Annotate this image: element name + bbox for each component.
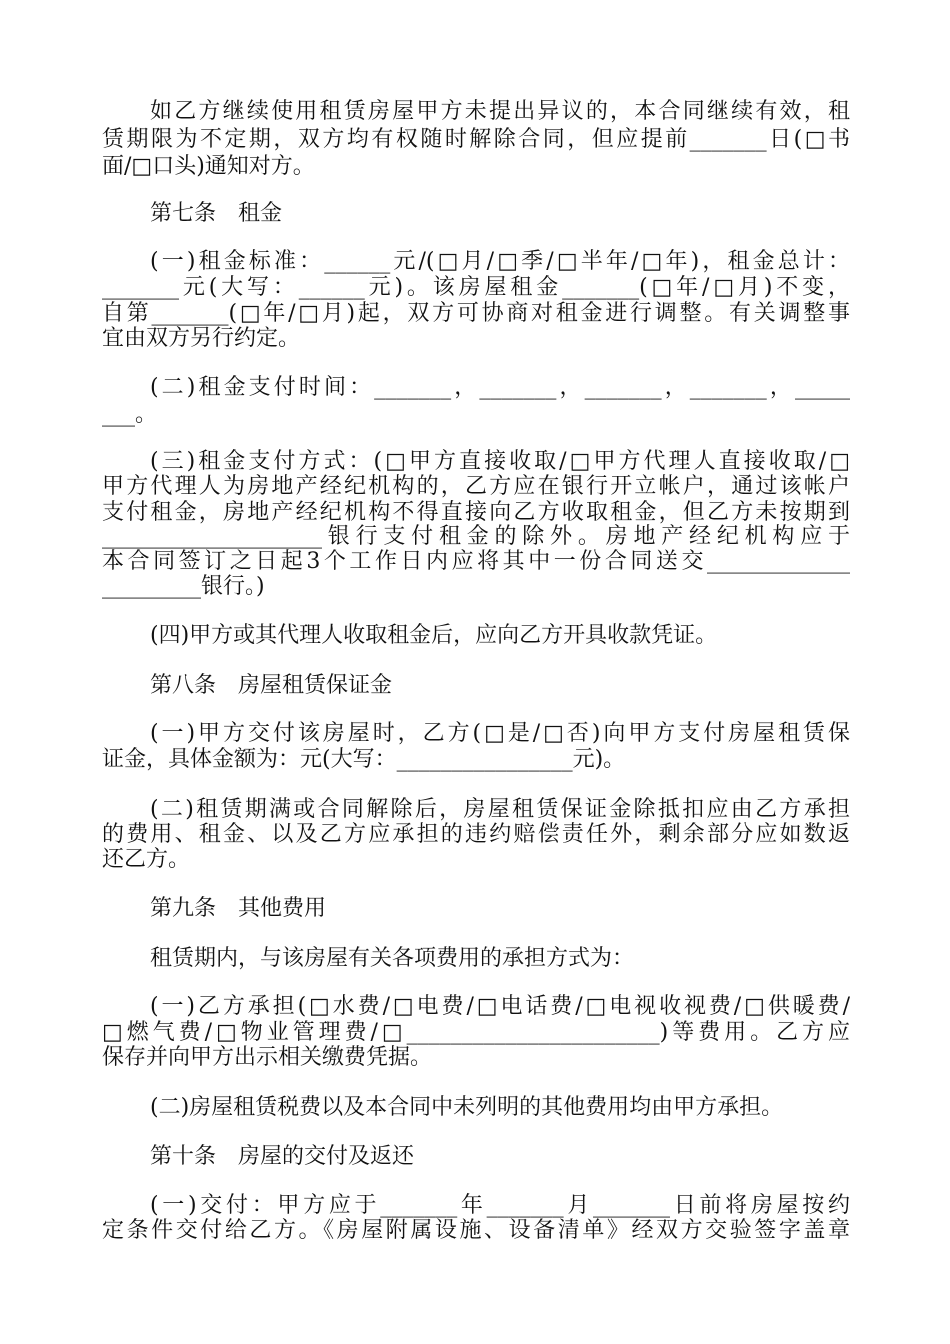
text-line: 证金，具体金额为：元(大写：________________元)。 [102,747,626,772]
text-line: 的费用、租金、以及乙方应承担的违约赔偿责任外，剩余部分应如数返 [102,822,850,847]
text-line: (二)房屋租赁税费以及本合同中未列明的其他费用均由甲方承担。 [150,1095,784,1120]
text-line: 甲方代理人为房地产经纪机构的，乙方应在银行开立帐户，通过该帐户 [102,474,850,499]
text-line: □燃气费/□物业管理费/□_______________________)等费用。乙方应 [102,1020,850,1045]
text-line: 本合同签订之日起3个工作日内应将其中一份合同送交_____________ [102,549,850,574]
section-heading: 第十条 房屋的交付及返还 [150,1144,415,1169]
text-line: (一)乙方承担(□水费/□电费/□电话费/□电视收视费/□供暖费/ [150,994,850,1019]
text-line: ____________________银行支付租金的除外。房地产经纪机构应于 [102,524,850,549]
section-heading: 第八条 房屋租赁保证金 [150,673,393,698]
text-line: (一)甲方交付该房屋时，乙方(□是/□否)向甲方支付房屋租赁保 [150,721,850,746]
text-line: (一)租金标准：______元/(□月/□季/□半年/□年)，租金总计： [150,249,850,274]
text-line: _______元(大写：______元)。该房屋租金_______(□年/□月)不变， [102,275,850,300]
text-line: 定条件交付给乙方。《房屋附属设施、设备清单》经双方交验签字盖章 [102,1218,850,1243]
text-line: (二)租赁期满或合同解除后，房屋租赁保证金除抵扣应由乙方承担 [150,797,850,822]
text-line: (三)租金支付方式：(□甲方直接收取/□甲方代理人直接收取/□ [150,449,850,474]
text-line: (二)租金支付时间：_______，_______，_______，_______，_____ [150,375,850,400]
text-line: (四)甲方或其代理人收取租金后，应向乙方开具收款凭证。 [150,623,718,648]
section-heading: 第七条 租金 [150,201,283,226]
section-heading: 第九条 其他费用 [150,896,327,921]
text-line: 支付租金，房地产经纪机构不得直接向乙方收取租金，但乙方未按期到 [102,500,850,525]
text-line: 租赁期内，与该房屋有关各项费用的承担方式为： [150,946,635,971]
text-line: _________银行。) [102,574,265,599]
text-line: 如乙方继续使用租赁房屋甲方未提出异议的，本合同继续有效，租 [150,99,850,124]
text-line: 还乙方。 [102,847,191,872]
text-line: 宜由双方另行约定。 [102,326,301,351]
text-line: ___。 [102,402,158,427]
text-line: 自第_______(□年/□月)起，双方可协商对租金进行调整。有关调整事 [102,301,850,326]
text-line: 保存并向甲方出示相关缴费凭据。 [102,1045,433,1070]
text-line: 面/□口头)通知对方。 [102,154,315,179]
text-line: (一)交付：甲方应于_______年_______月_______日前将房屋按约 [150,1193,850,1218]
text-line: 赁期限为不定期，双方均有权随时解除合同，但应提前_______日(□书 [102,127,850,152]
